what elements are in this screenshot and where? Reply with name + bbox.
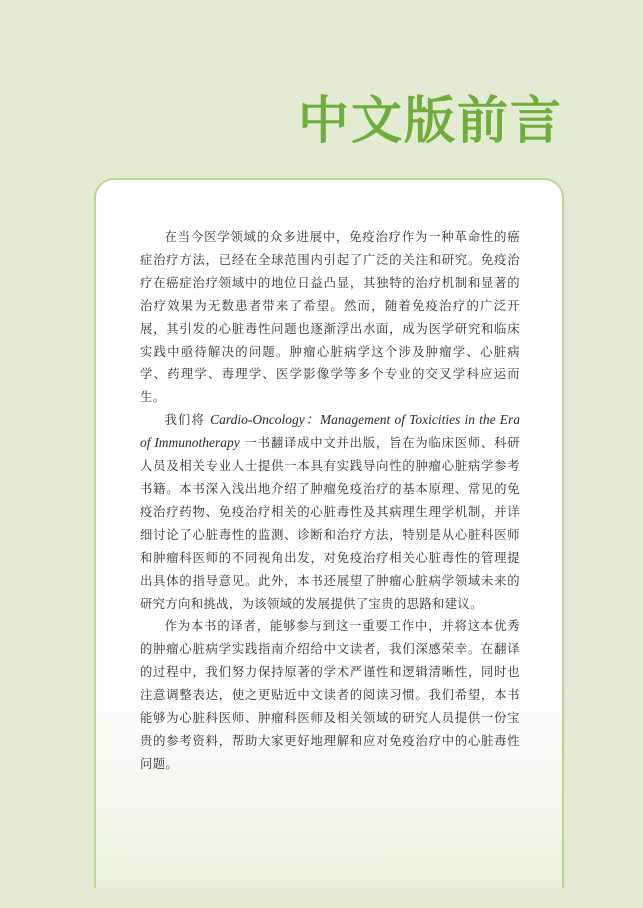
paragraph-3: 作为本书的译者，能够参与到这一重要工作中，并将这本优秀的肿瘤心脏病学实践指南介绍给中文读者，我们深感荣幸。在翻译的过程中，我们努力保持原著的学术严谨性和逻辑清晰性，同时也注意调整表达，使之更贴近中文读者的阅读习惯。我们希望，本书能够为心脏科医师、肿瘤科医师及相关领域的研究人员提供一份宝贵的参考资料，帮助大家更好地理解和应对免疫治疗中的心脏毒性问题。 <box>140 619 520 771</box>
paragraph-1: 在当今医学领域的众多进展中，免疫治疗作为一种革命性的癌症治疗方法，已经在全球范围内引起了广泛的关注和研究。免疫治疗在癌症治疗领域中的地位日益凸显，其独特的治疗机制和显著的治疗效果为无数患者带来了希望。然而，随着免疫治疗的广泛开展，其引发的心脏毒性问题也逐渐浮出水面，成为医学研究和临床实践中亟待解决的问题。肿瘤心脏病学这个涉及肿瘤学、心脏病学、药理学、毒理学、医学影像学等多个专业的交叉学科应运而生。 <box>140 230 520 405</box>
paragraph-2-prefix: 我们将 <box>164 413 205 428</box>
preface-body <box>140 226 520 776</box>
page-title: 中文版前言 <box>297 91 563 151</box>
paragraph-2 <box>140 409 520 615</box>
paragraph-2-suffix: 一书翻译成中文并出版，旨在为临床医师、科研人员及相关专业人士提供一本具有实践导向性的肿瘤心脏病学参考书籍。本书深入浅出地介绍了肿瘤免疫治疗的基本原理、常见的免疫治疗药物、免疫治疗相关的心脏毒性及其病理生理学机制，并详细讨论了心脏毒性的监测、诊断和治疗方法，特别是从心脏科医师和肿瘤科医师的不同视角出发，对免疫治疗相关心脏毒性的管理提出具体的指导意见。此外，本书还展望了肿瘤心脏病学领域未来的研究方向和挑战，为该领域的发展提供了宝贵的思路和建议。 <box>140 436 521 611</box>
book-title: Cardio-Oncology：Management of Toxicities in the Era of Immunotherapy <box>140 412 520 451</box>
